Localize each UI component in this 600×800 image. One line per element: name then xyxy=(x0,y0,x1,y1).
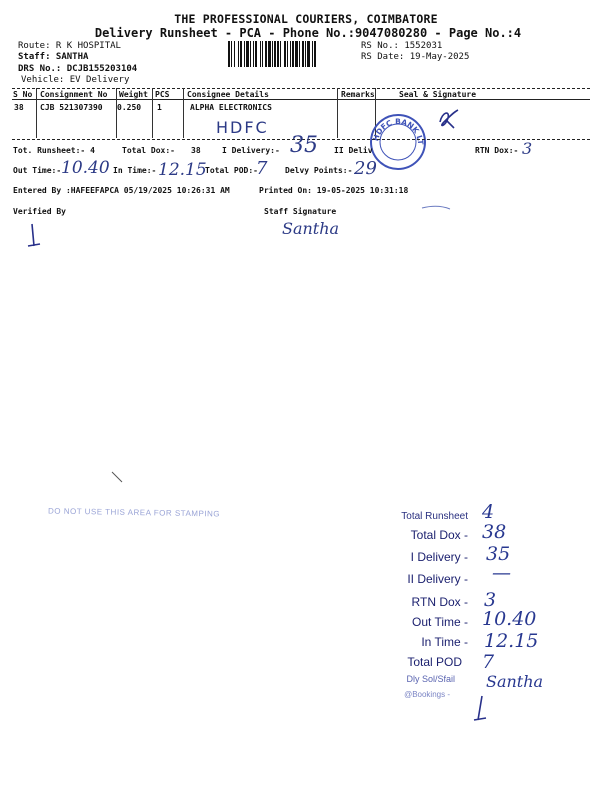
barcode-bar xyxy=(238,41,239,67)
barcode-bar xyxy=(246,41,249,67)
barcode xyxy=(228,41,356,67)
slip-value-total-pod: 7 xyxy=(482,651,495,673)
col-divider xyxy=(36,88,37,138)
row-consignment: CJB 521307390 xyxy=(40,103,103,112)
seal-signature-scribble xyxy=(436,108,464,132)
slip-value-dly: Santha xyxy=(486,672,544,691)
handwritten-hdfc: HDFC xyxy=(216,118,269,137)
stray-mark xyxy=(420,203,452,211)
barcode-bar xyxy=(268,41,271,67)
rtn-dox-label: RTN Dox:- xyxy=(475,146,519,155)
table-header-rule xyxy=(12,99,590,100)
slip-label-total-pod: Total POD xyxy=(407,655,462,669)
i-delivery-hand: 35 xyxy=(290,133,318,158)
staff-text: Staff: SANTHA xyxy=(18,52,89,62)
rs-number: RS No.: 1552031 xyxy=(361,41,443,51)
slip-label-ii-delivery: II Delivery - xyxy=(407,572,468,586)
out-time-hand: 10.40 xyxy=(61,158,110,178)
barcode-bar xyxy=(295,41,298,67)
slip-label-dly: Dly Sol/Sfail xyxy=(406,674,455,684)
barcode-bar xyxy=(272,41,273,67)
col-divider xyxy=(183,88,184,138)
slip-value-i-delivery: 35 xyxy=(486,543,511,565)
stray-mark xyxy=(110,470,124,484)
stamp-graphic xyxy=(368,112,428,172)
printed-on: Printed On: 19-05-2025 10:31:18 xyxy=(259,186,409,195)
runsheet-subtitle: Delivery Runsheet - PCA - Phone No.:9047080280 - Page No.:4 xyxy=(94,26,522,40)
barcode-bar xyxy=(287,41,288,67)
barcode-bar xyxy=(280,41,281,67)
slip-label-runsheet: Total Runsheet xyxy=(401,511,468,522)
i-delivery-label: I Delivery:- xyxy=(222,146,280,155)
col-header-sno: S No xyxy=(13,90,33,99)
drs-number: DRS No.: DCJB155203104 xyxy=(18,64,138,74)
col-header-seal: Seal & Signature xyxy=(399,90,477,99)
barcode-bar xyxy=(277,41,279,67)
barcode-bar xyxy=(234,41,235,67)
in-time-hand: 12.15 xyxy=(158,160,207,180)
svg-text:HDFC BANK LTD. xyxy=(368,112,425,146)
col-header-consignee: Consignee Details xyxy=(187,90,269,99)
barcode-bar xyxy=(307,41,310,67)
barcode-bar xyxy=(314,41,316,67)
barcode-bar xyxy=(250,41,251,67)
staff-signature-hand: Santha xyxy=(282,219,340,238)
barcode-bar xyxy=(299,41,300,67)
slip-signature-scribble xyxy=(472,694,488,724)
company-title: THE PROFESSIONAL COURIERS, COIMBATORE xyxy=(174,12,438,26)
row-sno: 38 xyxy=(14,103,24,112)
total-pod-label: Total POD:- xyxy=(205,166,258,175)
stamp-text: HDFC BANK LT xyxy=(371,116,426,146)
verifier-signature-scribble xyxy=(26,222,42,250)
slip-label-in-time: In Time - xyxy=(421,635,468,649)
row-pcs: 1 xyxy=(157,103,162,112)
tot-runsheet: Tot. Runsheet:- 4 xyxy=(13,146,95,155)
barcode-bar xyxy=(244,41,245,67)
row-consignee: ALPHA ELECTRONICS xyxy=(190,103,272,112)
barcode-bar xyxy=(265,41,267,67)
barcode-bar xyxy=(228,41,230,67)
entered-by: Entered By :HAFEEFAPCA 05/19/2025 10:26:31 AM xyxy=(13,186,230,195)
staff-signature-label: Staff Signature xyxy=(264,207,337,216)
rs-date: RS Date: 19-May-2025 xyxy=(361,52,470,62)
slip-value-in-time: 12.15 xyxy=(484,630,539,652)
slip-value-total-dox: 38 xyxy=(482,521,507,543)
barcode-bar xyxy=(305,41,306,67)
total-dox-label: Total Dox:- xyxy=(122,146,175,155)
ii-delivery-label: II Deliv xyxy=(334,146,373,155)
route-text: Route: R K HOSPITAL xyxy=(18,41,121,51)
slip-label-rtn-dox: RTN Dox - xyxy=(411,595,468,609)
slip-label-out-time: Out Time - xyxy=(411,615,468,629)
total-dox-value: 38 xyxy=(191,146,201,155)
bank-stamp xyxy=(368,112,428,172)
col-header-pcs: PCS xyxy=(155,90,170,99)
barcode-bar xyxy=(292,41,294,67)
rtn-dox-hand: 3 xyxy=(522,139,533,158)
barcode-bar xyxy=(312,41,313,67)
col-divider xyxy=(337,88,338,138)
col-divider xyxy=(152,88,153,138)
barcode-graphic xyxy=(228,41,356,67)
barcode-bar xyxy=(284,41,286,67)
total-pod-hand: 7 xyxy=(256,158,268,179)
row-weight: 0.250 xyxy=(117,103,142,112)
verified-by-label: Verified By xyxy=(13,207,66,216)
delvy-points-label: Delvy Points:- xyxy=(285,166,353,175)
delvy-points-hand: 29 xyxy=(354,158,377,179)
slip-value-runsheet: 4 xyxy=(482,501,495,523)
barcode-bar xyxy=(274,41,276,67)
out-time-label: Out Time:- xyxy=(13,166,62,175)
slip-value-rtn-dox: 3 xyxy=(484,589,497,611)
vehicle-text: Vehicle: EV Delivery xyxy=(21,75,130,85)
barcode-bar xyxy=(240,41,242,67)
barcode-bar xyxy=(253,41,254,67)
col-divider xyxy=(116,88,117,138)
in-time-label: In Time:- xyxy=(113,166,157,175)
col-header-consignment: Consignment No xyxy=(40,90,108,99)
slip-label-i-delivery: I Delivery - xyxy=(410,550,468,564)
slip-label-bookings: @Bookings - xyxy=(404,690,450,699)
slip-value-ii-delivery: — xyxy=(492,562,511,584)
barcode-bar xyxy=(302,41,304,67)
col-header-weight: Weight xyxy=(119,90,148,99)
barcode-bar xyxy=(290,41,291,67)
barcode-bar xyxy=(260,41,261,67)
faded-slip-text: DO NOT USE THIS AREA FOR STAMPING xyxy=(47,506,221,519)
col-header-remarks: Remarks xyxy=(341,90,375,99)
table-top-rule xyxy=(12,88,590,89)
barcode-bar xyxy=(231,41,232,67)
barcode-bar xyxy=(262,41,263,67)
slip-label-total-dox: Total Dox - xyxy=(410,528,468,542)
barcode-bar xyxy=(255,41,257,67)
slip-value-out-time: 10.40 xyxy=(482,608,537,630)
